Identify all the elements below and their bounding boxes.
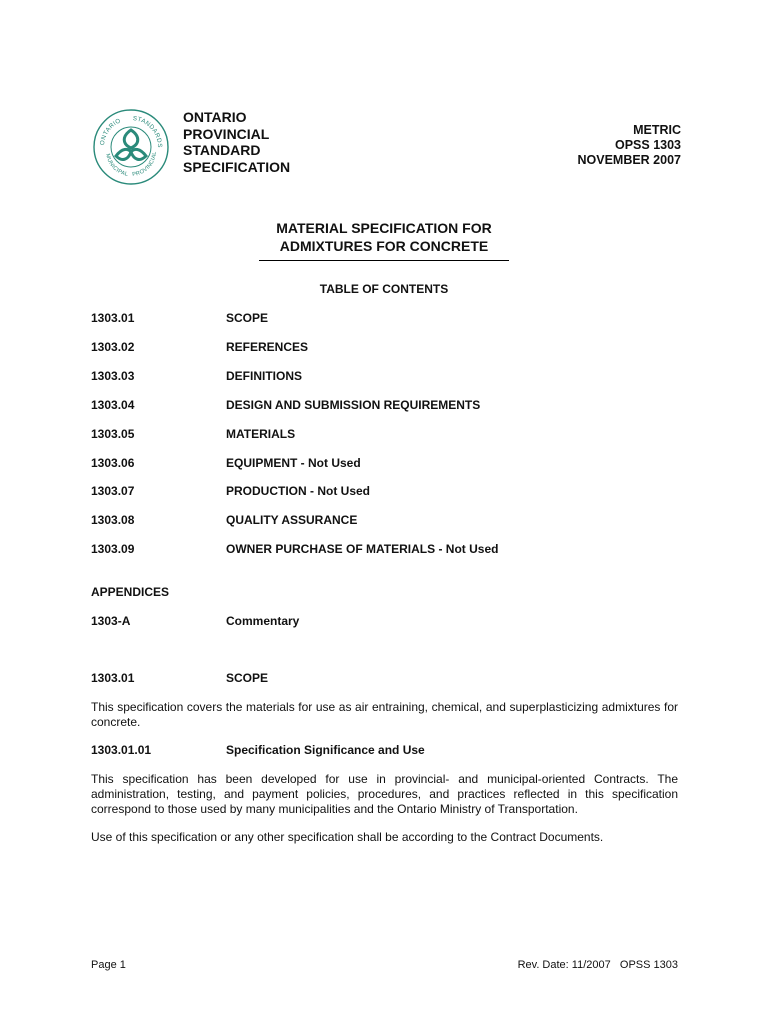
toc-item-number: 1303.08 [91,513,135,527]
toc-item-label: MATERIALS [226,427,296,441]
svg-text:PROVINCIAL: PROVINCIAL [131,151,159,179]
org-line: SPECIFICATION [183,158,291,175]
title-line: ADMIXTURES FOR CONCRETE [279,238,489,254]
toc-item-number: 1303.01 [91,311,135,325]
toc-item-label: SCOPE [226,311,269,325]
toc-item-label: QUALITY ASSURANCE [226,513,358,527]
org-line: PROVINCIAL [183,125,270,142]
toc-item-label: EQUIPMENT - Not Used [226,456,361,470]
toc-item-number: 1303.07 [91,484,135,498]
title-underline [259,260,509,261]
document-date: NOVEMBER 2007 [577,152,681,167]
section-heading-scope [91,671,269,685]
subsection-label: Specification Significance and Use [226,743,425,757]
toc-item-number: 1303.04 [91,398,135,412]
toc-item-label: DESIGN AND SUBMISSION REQUIREMENTS [226,398,481,412]
toc-item-label: REFERENCES [226,340,309,354]
toc-item-number: 1303.02 [91,340,135,354]
scope-paragraph: This specification covers the materials for use as air entraining, chemical, and superplasticizing admixtures for concrete. [91,700,678,729]
subsection-number: 1303.01.01 [91,743,152,757]
toc-heading: TABLE OF CONTENTS [319,282,449,296]
section-number: 1303.01 [91,671,135,685]
svg-text:MUNICIPAL: MUNICIPAL [104,153,129,178]
significance-paragraph: This specification has been developed for use in provincial- and municipal-oriented Contracts. The administration, testing, and payment policies, procedures, and practices reflected in this specification correspond to those used by many municipalities and the Ontario Ministry of Transportation. [91,772,678,816]
document-title [0,219,768,255]
organization-name [183,109,290,175]
title-line: MATERIAL SPECIFICATION FOR [276,220,492,236]
svg-text:STANDARDS: STANDARDS [132,115,164,148]
toc-item-label: PRODUCTION - Not Used [226,484,370,498]
toc-item-number: 1303.09 [91,542,135,556]
opss-seal-logo [92,108,170,186]
revision-info: Rev. Date: 11/2007 OPSS 1303 [517,959,678,971]
document-meta [577,123,681,167]
appendices-heading: APPENDICES [91,585,170,599]
appendix-number: 1303-A [91,614,131,628]
svg-text:ONTARIO: ONTARIO [98,117,123,146]
section-label: SCOPE [226,671,269,685]
appendix-label: Commentary [226,614,300,628]
subsection-heading [91,743,425,757]
toc-item-number: 1303.06 [91,456,135,470]
page-number: Page 1 [91,959,126,971]
toc-item-label: DEFINITIONS [226,369,303,383]
document-number: OPSS 1303 [614,137,681,152]
org-line: STANDARD [183,142,261,158]
org-line: ONTARIO [183,109,247,125]
contract-documents-paragraph: Use of this specification or any other specification shall be according to the Contract Documents. [91,830,604,844]
toc-item-number: 1303.05 [91,427,135,441]
toc-item-label: OWNER PURCHASE OF MATERIALS - Not Used [226,542,499,556]
toc-item-number: 1303.03 [91,369,135,383]
units-label: METRIC [633,123,681,137]
